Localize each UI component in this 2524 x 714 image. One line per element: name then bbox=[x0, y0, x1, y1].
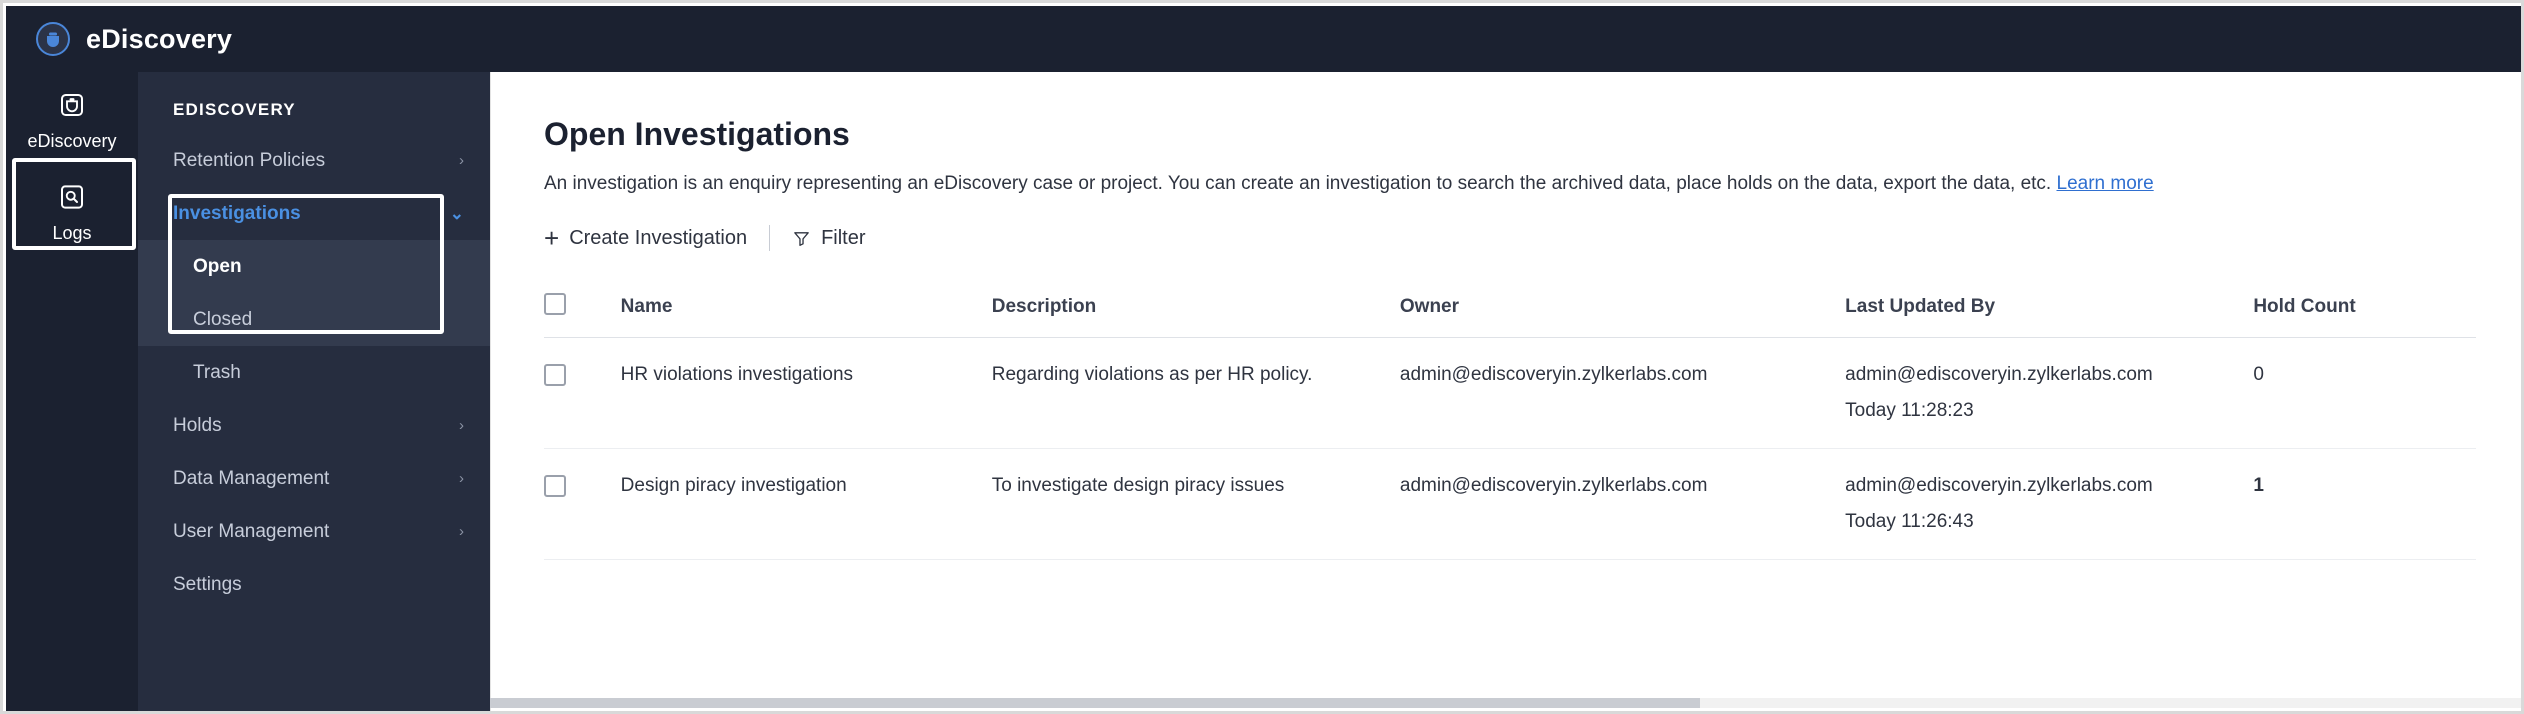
cell-last-updated-by bbox=[1845, 338, 2253, 449]
select-all-checkbox[interactable] bbox=[544, 293, 566, 315]
funnel-icon bbox=[792, 229, 811, 248]
select-all-header bbox=[544, 279, 621, 338]
sidebar-heading: EDISCOVERY bbox=[173, 100, 296, 119]
sidebar-subitem-trash[interactable] bbox=[138, 346, 490, 399]
row-select-cell bbox=[544, 338, 621, 449]
cell-last-updated-user: admin@ediscoveryin.zylkerlabs.com bbox=[1845, 364, 2153, 385]
create-investigation-label: Create Investigation bbox=[569, 226, 748, 249]
filter-label: Filter bbox=[821, 226, 866, 249]
cell-last-updated-user: admin@ediscoveryin.zylkerlabs.com bbox=[1845, 475, 2153, 496]
main-content bbox=[490, 72, 2524, 714]
cell-owner: admin@ediscoveryin.zylkerlabs.com bbox=[1400, 449, 1845, 560]
cell-description: To investigate design piracy issues bbox=[992, 449, 1400, 560]
sidebar-item-label: Retention Policies bbox=[173, 149, 326, 171]
ediscovery-logo-icon bbox=[36, 22, 70, 56]
column-header-name[interactable]: Name bbox=[621, 279, 992, 338]
page-description bbox=[544, 173, 2524, 195]
table-row[interactable] bbox=[544, 449, 2476, 560]
column-header-owner[interactable]: Owner bbox=[1400, 279, 1845, 338]
row-select-cell bbox=[544, 449, 621, 560]
column-header-last-updated-by[interactable]: Last Updated By bbox=[1845, 279, 2253, 338]
learn-more-link[interactable]: Learn more bbox=[2056, 173, 2154, 194]
sidebar-subitem-label: Trash bbox=[193, 361, 241, 383]
rail-item-label: eDiscovery bbox=[27, 131, 117, 151]
sidebar bbox=[138, 72, 490, 714]
investigations-table bbox=[544, 279, 2476, 560]
cell-name[interactable]: Design piracy investigation bbox=[621, 449, 992, 560]
sidebar-subitem-closed[interactable] bbox=[138, 293, 490, 346]
sidebar-item-label: Settings bbox=[173, 573, 242, 595]
sidebar-item-settings[interactable] bbox=[138, 558, 490, 611]
sidebar-item-holds[interactable] bbox=[138, 399, 490, 452]
row-checkbox[interactable] bbox=[544, 364, 566, 386]
rail-item-logs[interactable] bbox=[6, 164, 138, 256]
cell-last-updated-by bbox=[1845, 449, 2253, 560]
chevron-right-icon: › bbox=[459, 152, 464, 169]
chevron-right-icon: › bbox=[459, 417, 464, 434]
rail-item-ediscovery[interactable] bbox=[6, 72, 138, 164]
row-checkbox[interactable] bbox=[544, 475, 566, 497]
sidebar-item-data-management[interactable] bbox=[138, 452, 490, 505]
table-header-row bbox=[544, 279, 2476, 338]
icon-rail bbox=[6, 72, 138, 714]
app-title: eDiscovery bbox=[86, 23, 233, 54]
cell-hold-count: 1 bbox=[2253, 449, 2476, 560]
scrollbar-thumb[interactable] bbox=[490, 698, 1700, 708]
chevron-down-icon: ⌄ bbox=[449, 204, 464, 223]
toolbar-divider bbox=[769, 225, 770, 251]
sidebar-item-label: Investigations bbox=[173, 202, 301, 224]
cell-last-updated-time: Today 11:26:43 bbox=[1845, 511, 1974, 532]
cell-owner: admin@ediscoveryin.zylkerlabs.com bbox=[1400, 338, 1845, 449]
sidebar-item-user-management[interactable] bbox=[138, 505, 490, 558]
table-row[interactable] bbox=[544, 338, 2476, 449]
cell-description: Regarding violations as per HR policy. bbox=[992, 338, 1400, 449]
sidebar-item-retention-policies[interactable] bbox=[138, 134, 490, 187]
plus-icon: + bbox=[544, 223, 560, 253]
filter-button[interactable] bbox=[792, 227, 865, 250]
ediscovery-icon bbox=[57, 86, 87, 124]
rail-item-label: Logs bbox=[52, 223, 92, 243]
cell-hold-count: 0 bbox=[2253, 338, 2476, 449]
sidebar-item-label: Data Management bbox=[173, 467, 330, 489]
sidebar-item-investigations[interactable] bbox=[138, 187, 490, 240]
column-header-hold-count[interactable]: Hold Count bbox=[2253, 279, 2476, 338]
sidebar-item-label: User Management bbox=[173, 520, 330, 542]
toolbar bbox=[544, 225, 2524, 251]
column-header-description[interactable]: Description bbox=[992, 279, 1400, 338]
sidebar-subitem-label: Closed bbox=[193, 308, 253, 330]
cell-name[interactable]: HR violations investigations bbox=[621, 338, 992, 449]
sidebar-subitem-label: Open bbox=[193, 255, 242, 277]
page-title: Open Investigations bbox=[544, 116, 850, 152]
sidebar-subitem-open[interactable] bbox=[138, 240, 490, 293]
cell-last-updated-time: Today 11:28:23 bbox=[1845, 400, 1974, 421]
chevron-right-icon: › bbox=[459, 470, 464, 487]
page-description-text: An investigation is an enquiry representing an eDiscovery case or project. You can create an investigation to search the archived data, place holds on the data, export the data, etc. bbox=[544, 173, 2052, 194]
create-investigation-button[interactable] bbox=[544, 225, 747, 251]
sidebar-item-label: Holds bbox=[173, 414, 222, 436]
top-bar bbox=[6, 6, 2524, 72]
chevron-right-icon: › bbox=[459, 523, 464, 540]
horizontal-scrollbar[interactable] bbox=[490, 698, 2524, 708]
logs-search-icon bbox=[57, 178, 87, 216]
